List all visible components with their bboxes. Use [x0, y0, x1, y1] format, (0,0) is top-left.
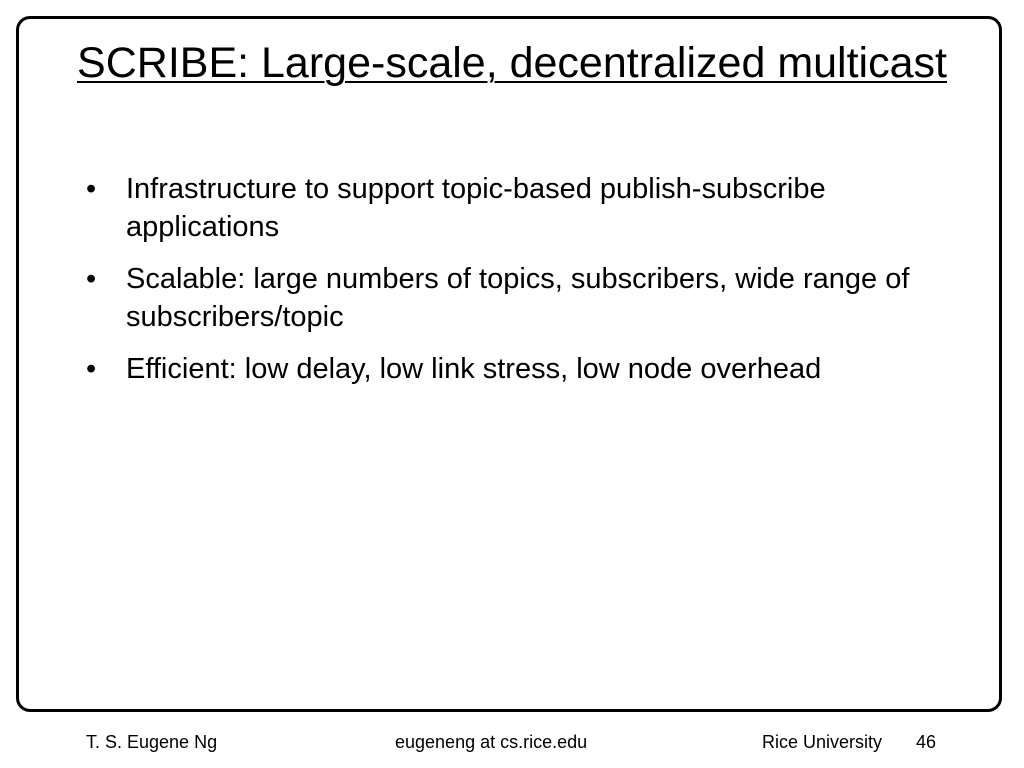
bullet-item — [84, 170, 944, 246]
bullet-marker: • — [86, 173, 97, 205]
bullet-item — [84, 260, 944, 336]
footer-author: T. S. Eugene Ng — [86, 732, 218, 752]
bullet-marker: • — [86, 353, 97, 385]
bullet-text: Scalable: large numbers of topics, subscribers, wide range of subscribers/topic — [126, 263, 910, 333]
page-number: 46 — [916, 732, 937, 752]
slide-title: SCRIBE: Large-scale, decentralized multicast — [77, 39, 947, 87]
bullet-text: Infrastructure to support topic-based publish-subscribe applications — [126, 173, 826, 243]
footer-email: eugeneng at cs.rice.edu — [395, 732, 588, 752]
bullet-text: Efficient: low delay, low link stress, low node overhead — [126, 353, 822, 385]
bullet-list — [84, 170, 944, 402]
footer-organization: Rice University — [762, 732, 883, 752]
bullet-item — [84, 350, 944, 388]
bullet-marker: • — [86, 263, 97, 295]
